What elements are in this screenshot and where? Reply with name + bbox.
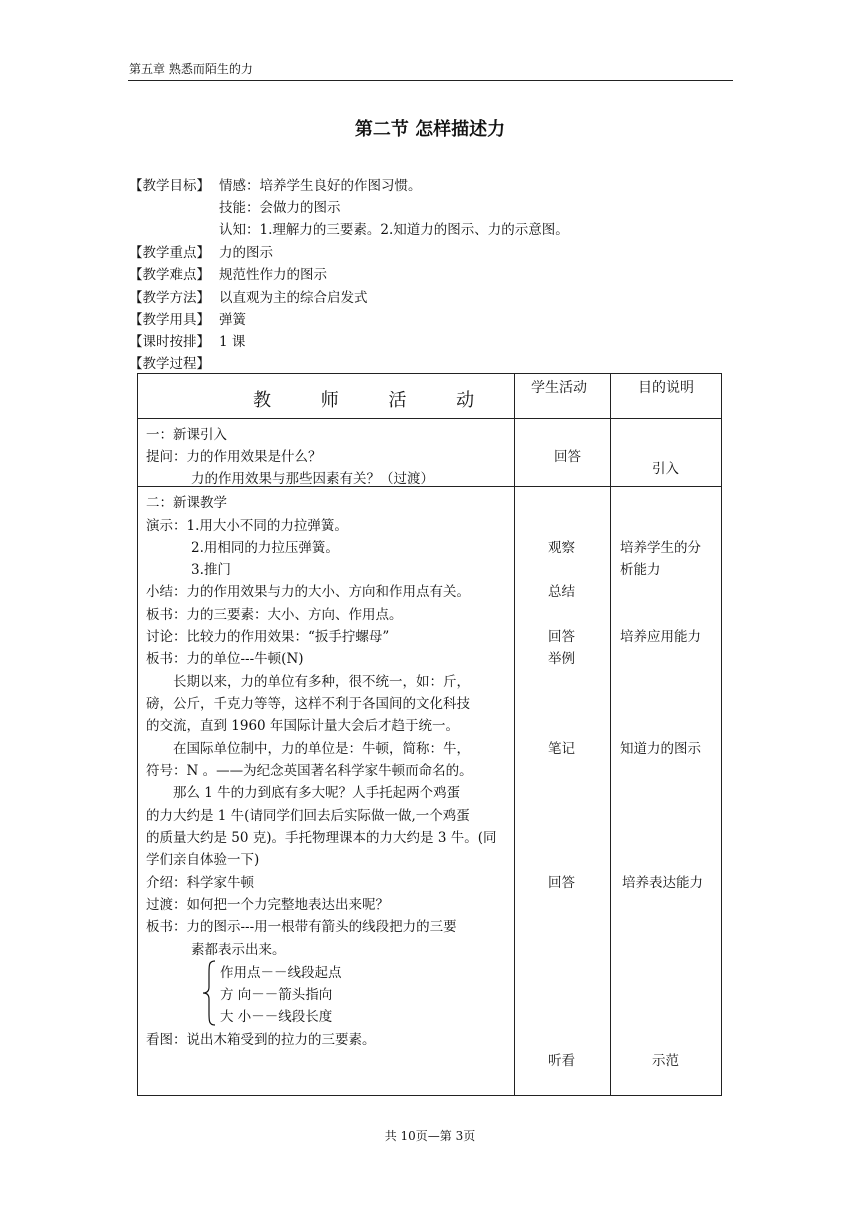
goal-emotion: 情感：培养学生良好的作图习惯。: [219, 178, 422, 194]
difficulty-label: 【教学难点】: [129, 267, 210, 283]
process-table: [137, 373, 722, 1096]
curly-brace-icon: [201, 959, 217, 1027]
key-label: 【教学重点】: [129, 245, 210, 261]
teacher-line: 在国际单位制中，力的单位是：牛顿，简称：牛，: [173, 741, 470, 757]
page-title: 第二节 怎样描述力: [354, 119, 506, 140]
purpose-note: 析能力: [620, 562, 661, 578]
student-activity: 听看: [548, 1053, 575, 1069]
teacher-line: 长期以来，力的单位有多种，很不统一，如：斤，: [173, 674, 470, 690]
student-activity: 回答: [548, 875, 575, 891]
purpose-note: 示范: [652, 1053, 679, 1069]
student-activity: 总结: [548, 584, 575, 600]
header-rule: [128, 80, 733, 81]
row-divider: [138, 418, 721, 419]
column-divider: [610, 374, 611, 1095]
student-activity: 观察: [548, 540, 575, 556]
teacher-line: 磅，公斤，千克力等等，这样不利于各国间的文化科技: [146, 696, 470, 712]
hours-value: 1 课: [219, 334, 246, 350]
goal-skill: 技能：会做力的图示: [219, 200, 341, 216]
method-label: 【教学方法】: [129, 290, 210, 306]
column-divider: [514, 374, 515, 1095]
purpose-note: 培养学生的分: [620, 540, 701, 556]
teacher-line: 板书：力的单位---牛顿(N): [146, 651, 304, 667]
method-value: 以直观为主的综合启发式: [219, 290, 368, 306]
header-teacher-activity: 教 师 活 动: [253, 390, 497, 411]
teacher-line: 演示：1.用大小不同的力拉弹簧。: [146, 518, 348, 534]
goal-cognition: 认知：1.理解力的三要素。2.知道力的图示、力的示意图。: [219, 222, 569, 238]
teacher-line: 的质量大约是 50 克)。手托物理课本的力大约是 3 牛。(同: [146, 830, 497, 846]
teacher-line: 大 小－－线段长度: [220, 1009, 333, 1025]
teacher-line: 讨论：比较力的作用效果：“扳手拧螺母”: [146, 629, 390, 645]
student-activity: 回答: [554, 449, 581, 465]
teacher-line: 板书：力的图示---用一根带有箭头的线段把力的三要: [146, 919, 457, 935]
purpose-note: 引入: [652, 461, 679, 477]
teacher-line: 二：新课教学: [146, 495, 227, 511]
teacher-line: 符号：N 。——为纪念英国著名科学家牛顿而命名的。: [146, 763, 473, 779]
teacher-line: 提问：力的作用效果是什么？: [146, 449, 322, 465]
difficulty-value: 规范性作力的图示: [219, 267, 327, 283]
process-label: 【教学过程】: [129, 356, 210, 372]
tools-value: 弹簧: [219, 312, 246, 328]
student-activity: 回答: [548, 629, 575, 645]
header-purpose: 目的说明: [638, 380, 694, 396]
purpose-note: 培养表达能力: [622, 875, 703, 891]
tools-label: 【教学用具】: [129, 312, 210, 328]
teacher-line: 板书：力的三要素：大小、方向、作用点。: [146, 607, 403, 623]
teacher-line: 的力大约是 1 牛(请同学们回去后实际做一做,一个鸡蛋: [146, 808, 470, 824]
goal-label: 【教学目标】: [129, 178, 210, 194]
teacher-line: 3.推门: [191, 562, 231, 578]
key-value: 力的图示: [219, 245, 273, 261]
teacher-line: 那么 1 牛的力到底有多大呢？人手托起两个鸡蛋: [173, 785, 461, 801]
teacher-line: 力的作用效果与那些因素有关？（过渡）: [191, 471, 434, 487]
chapter-header: 第五章 熟悉而陌生的力: [129, 62, 253, 76]
page-footer: 共 10页—第 3页: [384, 1129, 476, 1143]
teacher-line: 素都表示出来。: [191, 942, 286, 958]
hours-label: 【课时按排】: [129, 334, 210, 350]
teacher-line: 学们亲自体验一下): [146, 852, 260, 868]
purpose-note: 知道力的图示: [620, 741, 701, 757]
teacher-line: 2.用相同的力拉压弹簧。: [191, 540, 339, 556]
teacher-line: 的交流，直到 1960 年国际计量大会后才趋于统一。: [146, 718, 459, 734]
teacher-line: 介绍：科学家牛顿: [146, 875, 254, 891]
teacher-line: 看图：说出木箱受到的拉力的三要素。: [146, 1032, 376, 1048]
header-student-activity: 学生活动: [531, 380, 587, 396]
teacher-line: 一：新课引入: [146, 427, 227, 443]
student-activity: 举例: [548, 651, 575, 667]
purpose-note: 培养应用能力: [620, 629, 701, 645]
teacher-line: 过渡：如何把一个力完整地表达出来呢？: [146, 897, 389, 913]
teacher-line: 小结：力的作用效果与力的大小、方向和作用点有关。: [146, 584, 470, 600]
student-activity: 笔记: [548, 741, 575, 757]
teacher-line: 方 向－－箭头指向: [220, 987, 333, 1003]
teacher-line: 作用点－－线段起点: [220, 965, 342, 981]
